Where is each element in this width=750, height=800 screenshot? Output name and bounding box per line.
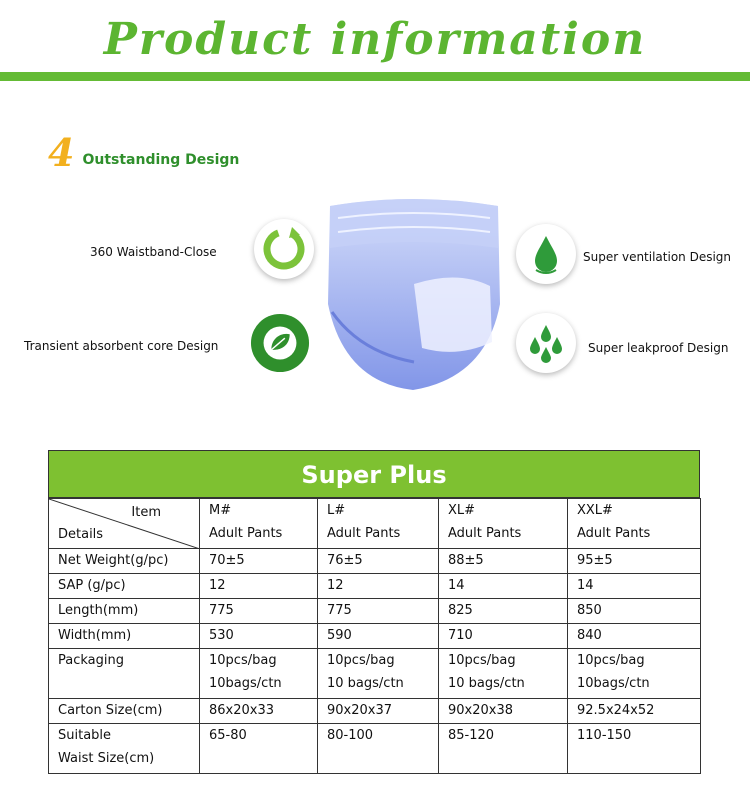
table-cell: 840 [568,624,701,649]
table-cell: 10pcs/bag 10bags/ctn [200,649,318,699]
table-row [49,699,701,724]
table-cell: 775 [318,599,439,624]
feature-heading [48,130,240,175]
table-cell: 710 [439,624,568,649]
green-divider [0,72,750,81]
table-cell: 12 [318,574,439,599]
table-cell: 80-100 [318,724,439,774]
header-diagonal-cell [49,499,200,549]
table-cell: 95±5 [568,549,701,574]
table-cell: 70±5 [200,549,318,574]
row-label: Length(mm) [49,599,200,624]
table-cell: 90x20x38 [439,699,568,724]
table-cell: 14 [568,574,701,599]
table-cell: 530 [200,624,318,649]
table-cell: 65-80 [200,724,318,774]
circular-arrow-icon [254,219,314,279]
table-cell: 85-120 [439,724,568,774]
water-drop-icon [516,224,576,284]
table-row [49,599,701,624]
table-title: Super Plus [48,450,700,498]
row-label: Width(mm) [49,624,200,649]
table-cell: 76±5 [318,549,439,574]
feature-heading-text: Outstanding Design [82,152,240,168]
table-cell: 14 [439,574,568,599]
table-cell: 88±5 [439,549,568,574]
feature-label-leakproof: Super leakproof Design [588,341,729,355]
row-label: Packaging [49,649,200,699]
table-cell: 12 [200,574,318,599]
table-cell: 590 [318,624,439,649]
header-item-label: Item [131,505,161,520]
row-label: Carton Size(cm) [49,699,200,724]
feature-label-waistband: 360 Waistband-Close [90,245,217,259]
column-header: XXL# Adult Pants [568,499,701,549]
table-cell: 850 [568,599,701,624]
column-header: L# Adult Pants [318,499,439,549]
table-row [49,649,701,699]
table-cell: 86x20x33 [200,699,318,724]
row-label: SAP (g/pc) [49,574,200,599]
row-label: Net Weight(g/pc) [49,549,200,574]
table-row [49,574,701,599]
table-cell: 10pcs/bag 10 bags/ctn [318,649,439,699]
feature-label-absorbent-core: Transient absorbent core Design [24,339,219,353]
feature-label-ventilation: Super ventilation Design [583,250,732,264]
feature-number: 4 [48,130,75,175]
leaf-badge-icon [250,313,310,373]
table-row [49,624,701,649]
table-cell: 775 [200,599,318,624]
spec-table-body [48,498,701,774]
table-cell: 825 [439,599,568,624]
table-cell: 10pcs/bag 10 bags/ctn [439,649,568,699]
table-cell: 110-150 [568,724,701,774]
page-title: Product information [103,14,647,65]
column-header: XL# Adult Pants [439,499,568,549]
table-row [49,549,701,574]
adult-pants-image [318,192,508,392]
table-row [49,724,701,774]
row-label: Suitable Waist Size(cm) [49,724,200,774]
table-header-row [49,499,701,549]
table-cell: 90x20x37 [318,699,439,724]
table-cell: 10pcs/bag 10bags/ctn [568,649,701,699]
droplets-icon [516,313,576,373]
spec-table [48,450,700,774]
column-header: M# Adult Pants [200,499,318,549]
table-cell: 92.5x24x52 [568,699,701,724]
header-details-label: Details [58,527,104,542]
